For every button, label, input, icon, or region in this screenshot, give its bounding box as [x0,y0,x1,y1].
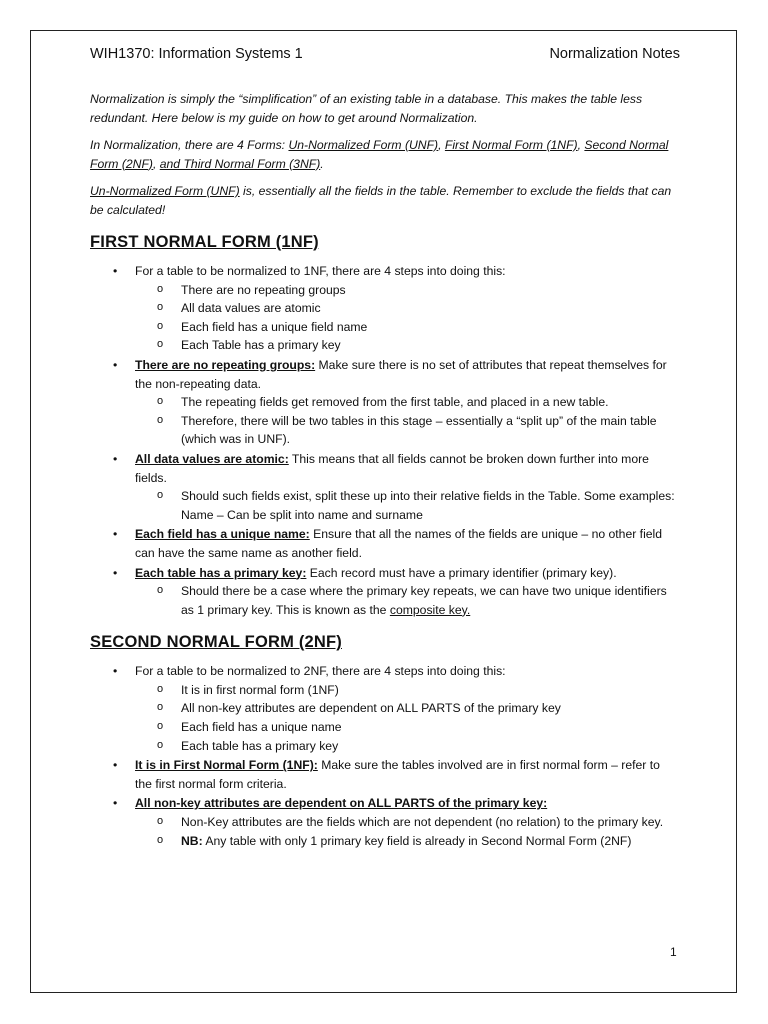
sub-item: o All data values are atomic [157,299,680,318]
1nf-term: First Normal Form (1NF) [444,138,578,152]
sub-text: Should there be a case where the primary key repeats, we can have two unique identifiers as 1 primary key. This is known as the [181,584,667,617]
page-header [60,42,680,70]
list-item [113,356,680,449]
course-title: WIH1370: Information Systems 1 [90,46,303,62]
unf-term: Un-Normalized Form (UNF) [288,138,439,152]
bullet-text: This means that all fields cannot be broken down further into more fields. [135,451,649,485]
sub-item [157,832,680,851]
intro-paragraph-2 [90,136,680,173]
bullet-text: Make sure the tables involved are in first normal form – refer to the first normal form criteria. [135,758,660,791]
sub-item: o Each field has a unique name [157,718,680,737]
sub-list [135,681,680,755]
sub-item: o Each Table has a primary key [157,336,680,355]
bullet-text: Make sure there is no set of attributes that repeat themselves for the non-repeating data. [135,357,667,391]
list-2nf [60,662,680,850]
period: . [320,156,324,171]
introduction [60,90,680,219]
list-item [113,525,680,562]
sub-item: o Should such fields exist, split these up into their relative fields in the Table. Some examples: Name – Can be split into name and surname [157,487,680,524]
sub-item: o Therefore, there will be two tables in this stage – essentially a “split up” of the main table (which was in UNF). [157,412,680,449]
bullet-text: For a table to be normalized to 1NF, there are 4 steps into doing this: [135,264,506,278]
bullet-lead: Each table has a primary key: [135,565,307,580]
list-item [113,262,680,355]
sub-item: o There are no repeating groups [157,281,680,300]
intro-text: In Normalization, there are 4 Forms: [90,138,289,152]
bullet-text: Ensure that all the names of the fields are unique – no other field can have the same name as another field. [135,527,663,560]
nb-label: NB: [181,833,203,848]
heading-1nf: FIRST NORMAL FORM (1NF) [90,233,319,251]
composite-key-term: composite key. [389,602,471,617]
list-item [113,564,680,620]
2nf-term: Second Normal Form (2NF) [90,138,669,171]
heading-2nf: SECOND NORMAL FORM (2NF) [90,633,342,652]
unf-description: is, essentially all the fields in the table. Remember to exclude the fields that can be calculated! [90,184,672,217]
sub-list [135,813,680,850]
list-item [113,756,680,793]
unf-lead: Un-Normalized Form (UNF) [90,184,240,198]
notes-title: Normalization Notes [549,46,680,62]
bullet-text: For a table to be normalized to 2NF, there are 4 steps into doing this: [135,664,506,679]
sub-list [135,487,680,524]
sub-item: o The repeating fields get removed from the first table, and placed in a new table. [157,393,680,412]
sub-item: o All non-key attributes are dependent on ALL PARTS of the primary key [157,699,680,718]
list-item [113,450,680,524]
bullet-lead: It is in First Normal Form (1NF): [135,758,318,773]
document-page [60,42,680,851]
bullet-text: Each record must have a primary identifier (primary key). [306,565,617,580]
separator: , [438,138,445,152]
list-1nf [60,262,680,619]
separator: , [577,138,585,152]
page-number: 1 [670,945,677,959]
sub-item: o Each field has a unique field name [157,318,680,337]
sub-list [135,281,680,355]
sub-item: o Non-Key attributes are the fields which are not dependent (no relation) to the primary key. [157,813,680,832]
sub-item: o Each table has a primary key [157,737,680,756]
sub-list [135,582,680,619]
bullet-lead: All data values are atomic: [135,451,289,466]
3nf-term: and Third Normal Form (3NF) [159,156,321,171]
bullet-lead: There are no repeating groups: [135,357,316,372]
sub-item: o It is in first normal form (1NF) [157,681,680,700]
separator: , [152,156,160,171]
list-item [113,662,680,755]
bullet-lead: All non-key attributes are dependent on ALL PARTS of the primary key: [135,796,548,811]
list-item [113,794,680,850]
intro-paragraph-1: Normalization is simply the “simplification” of an existing table in a database. This makes the table less redundant. Here below is my guide on how to get around Normalization. [90,92,643,125]
sub-item [157,582,680,619]
intro-paragraph-3 [90,182,680,219]
sub-list [135,393,680,449]
bullet-lead: Each field has a unique name: [135,527,310,542]
sub-text: Any table with only 1 primary key field is already in Second Normal Form (2NF) [202,833,632,848]
